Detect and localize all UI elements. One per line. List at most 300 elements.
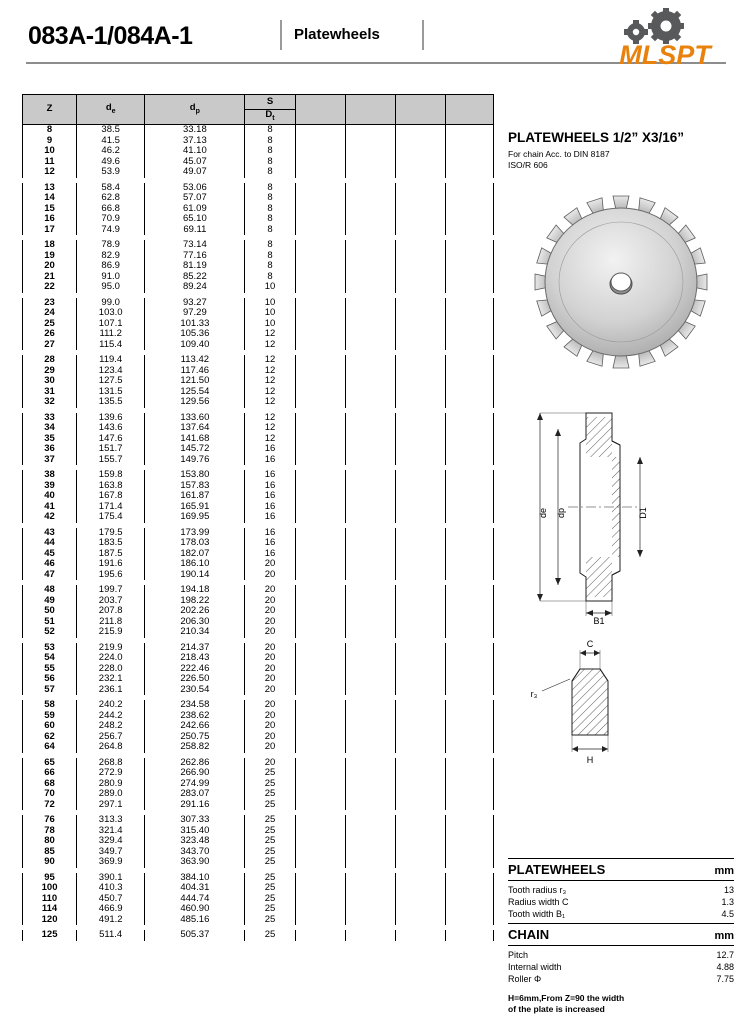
cell-blank-1 xyxy=(295,298,345,309)
cell-blank-4 xyxy=(445,653,493,664)
cell-dp: 141.68 xyxy=(145,434,245,445)
cell-de: 82.9 xyxy=(77,251,145,262)
cell-z: 64 xyxy=(23,742,77,753)
cell-blank-2 xyxy=(345,366,395,377)
cell-blank-4 xyxy=(445,836,493,847)
cell-de: 450.7 xyxy=(77,894,145,905)
cell-de: 211.8 xyxy=(77,617,145,628)
cell-de: 127.5 xyxy=(77,376,145,387)
table-row xyxy=(23,355,494,366)
cell-blank-2 xyxy=(345,329,395,340)
cell-dp: 363.90 xyxy=(145,857,245,868)
cell-z: 85 xyxy=(23,847,77,858)
cell-dp: 85.22 xyxy=(145,272,245,283)
cell-de: 66.8 xyxy=(77,204,145,215)
cell-de: 491.2 xyxy=(77,915,145,926)
data-row xyxy=(508,973,734,985)
table-row xyxy=(23,282,494,293)
cell-blank-3 xyxy=(395,779,445,790)
table-row xyxy=(23,376,494,387)
cell-blank-2 xyxy=(345,758,395,769)
label-d1: D1 xyxy=(638,507,648,519)
cell-z: 45 xyxy=(23,549,77,560)
cell-z: 62 xyxy=(23,732,77,743)
cell-z: 54 xyxy=(23,653,77,664)
cell-s: 25 xyxy=(245,847,295,858)
cell-dp: 33.18 xyxy=(145,125,245,136)
data-row xyxy=(508,961,734,973)
cell-blank-4 xyxy=(445,873,493,884)
cell-s: 16 xyxy=(245,512,295,523)
sprocket-illustration xyxy=(508,190,734,375)
cell-blank-3 xyxy=(395,627,445,638)
cell-blank-4 xyxy=(445,491,493,502)
table-row xyxy=(23,758,494,769)
cell-dp: 250.75 xyxy=(145,732,245,743)
cell-blank-3 xyxy=(395,397,445,408)
table-row xyxy=(23,240,494,251)
cell-de: 147.6 xyxy=(77,434,145,445)
cell-blank-2 xyxy=(345,308,395,319)
cell-blank-4 xyxy=(445,340,493,351)
table-row xyxy=(23,125,494,136)
cell-de: 123.4 xyxy=(77,366,145,377)
cell-blank-3 xyxy=(395,643,445,654)
cell-blank-1 xyxy=(295,319,345,330)
cell-blank-3 xyxy=(395,125,445,136)
cell-z: 11 xyxy=(23,157,77,168)
cell-blank-2 xyxy=(345,355,395,366)
table-row xyxy=(23,397,494,408)
label-c: C xyxy=(586,639,594,649)
cell-s: 8 xyxy=(245,272,295,283)
cell-blank-3 xyxy=(395,732,445,743)
cell-blank-4 xyxy=(445,251,493,262)
cell-blank-2 xyxy=(345,742,395,753)
brand-logo xyxy=(600,8,730,70)
cell-blank-3 xyxy=(395,711,445,722)
cell-dp: 133.60 xyxy=(145,413,245,424)
cell-blank-4 xyxy=(445,423,493,434)
cell-blank-1 xyxy=(295,894,345,905)
cell-s: 10 xyxy=(245,298,295,309)
cell-s: 16 xyxy=(245,481,295,492)
cell-de: 131.5 xyxy=(77,387,145,398)
row-label: Roller Φ xyxy=(508,974,542,984)
cell-s: 25 xyxy=(245,768,295,779)
cell-s: 12 xyxy=(245,376,295,387)
cell-z: 51 xyxy=(23,617,77,628)
cell-s: 20 xyxy=(245,674,295,685)
cell-s: 25 xyxy=(245,915,295,926)
cell-blank-4 xyxy=(445,282,493,293)
cell-blank-4 xyxy=(445,355,493,366)
cell-blank-4 xyxy=(445,815,493,826)
cell-z: 55 xyxy=(23,664,77,675)
cell-blank-1 xyxy=(295,873,345,884)
cell-de: 107.1 xyxy=(77,319,145,330)
platewheels-unit: mm xyxy=(714,865,734,877)
cell-de: 115.4 xyxy=(77,340,145,351)
cell-blank-4 xyxy=(445,643,493,654)
cell-de: 111.2 xyxy=(77,329,145,340)
cell-blank-2 xyxy=(345,502,395,513)
cell-blank-2 xyxy=(345,847,395,858)
cell-s: 12 xyxy=(245,366,295,377)
cell-z: 110 xyxy=(23,894,77,905)
cell-blank-2 xyxy=(345,240,395,251)
cell-de: 297.1 xyxy=(77,800,145,811)
cell-blank-1 xyxy=(295,481,345,492)
header-row-main xyxy=(23,95,494,110)
table-row xyxy=(23,272,494,283)
cell-blank-2 xyxy=(345,157,395,168)
cell-s: 20 xyxy=(245,617,295,628)
cell-dp: 125.54 xyxy=(145,387,245,398)
cell-s: 8 xyxy=(245,204,295,215)
cell-blank-3 xyxy=(395,355,445,366)
cell-blank-3 xyxy=(395,653,445,664)
cell-s: 16 xyxy=(245,549,295,560)
col-header-blank-3 xyxy=(395,95,445,125)
cell-blank-2 xyxy=(345,685,395,696)
cell-z: 35 xyxy=(23,434,77,445)
cell-s: 8 xyxy=(245,157,295,168)
spec-table xyxy=(22,94,494,941)
cell-blank-2 xyxy=(345,444,395,455)
cell-z: 59 xyxy=(23,711,77,722)
cell-s: 20 xyxy=(245,627,295,638)
cell-z: 18 xyxy=(23,240,77,251)
cell-blank-3 xyxy=(395,528,445,539)
cell-de: 171.4 xyxy=(77,502,145,513)
cell-de: 187.5 xyxy=(77,549,145,560)
cell-s: 16 xyxy=(245,528,295,539)
cell-dp: 323.48 xyxy=(145,836,245,847)
cell-blank-3 xyxy=(395,308,445,319)
cell-z: 60 xyxy=(23,721,77,732)
cell-blank-2 xyxy=(345,768,395,779)
cell-blank-3 xyxy=(395,538,445,549)
cell-de: 155.7 xyxy=(77,455,145,466)
cell-blank-4 xyxy=(445,157,493,168)
cell-de: 215.9 xyxy=(77,627,145,638)
table-row xyxy=(23,711,494,722)
cell-s: 8 xyxy=(245,214,295,225)
cell-blank-3 xyxy=(395,847,445,858)
cell-s: 25 xyxy=(245,930,295,941)
cell-dp: 97.29 xyxy=(145,308,245,319)
cell-blank-4 xyxy=(445,664,493,675)
cell-z: 68 xyxy=(23,779,77,790)
cell-z: 56 xyxy=(23,674,77,685)
cell-blank-3 xyxy=(395,826,445,837)
cell-blank-3 xyxy=(395,857,445,868)
cell-blank-3 xyxy=(395,815,445,826)
cell-blank-4 xyxy=(445,711,493,722)
cell-blank-3 xyxy=(395,282,445,293)
cell-blank-3 xyxy=(395,768,445,779)
col-header-de: $d_e$ xyxy=(77,95,145,125)
table-row xyxy=(23,261,494,272)
cell-de: 86.9 xyxy=(77,261,145,272)
cell-blank-1 xyxy=(295,643,345,654)
cell-blank-3 xyxy=(395,570,445,581)
cell-dp: 157.83 xyxy=(145,481,245,492)
cell-de: 349.7 xyxy=(77,847,145,858)
data-row xyxy=(508,896,734,908)
cell-blank-4 xyxy=(445,857,493,868)
cell-de: 53.9 xyxy=(77,167,145,178)
cell-blank-2 xyxy=(345,183,395,194)
cell-z: 43 xyxy=(23,528,77,539)
cell-dp: 45.07 xyxy=(145,157,245,168)
cell-s: 8 xyxy=(245,193,295,204)
cell-de: 191.6 xyxy=(77,559,145,570)
chain-title: CHAIN xyxy=(508,927,550,942)
cell-dp: 165.91 xyxy=(145,502,245,513)
cell-de: 163.8 xyxy=(77,481,145,492)
cell-blank-1 xyxy=(295,387,345,398)
cell-blank-3 xyxy=(395,204,445,215)
cell-s: 8 xyxy=(245,136,295,147)
cell-dp: 307.33 xyxy=(145,815,245,826)
table-row xyxy=(23,136,494,147)
cell-blank-3 xyxy=(395,930,445,941)
cell-blank-2 xyxy=(345,643,395,654)
cell-blank-4 xyxy=(445,225,493,236)
cell-blank-3 xyxy=(395,789,445,800)
cell-s: 12 xyxy=(245,329,295,340)
table-row xyxy=(23,685,494,696)
cell-blank-4 xyxy=(445,481,493,492)
cell-de: 151.7 xyxy=(77,444,145,455)
cell-s: 16 xyxy=(245,455,295,466)
table-row xyxy=(23,512,494,523)
cell-blank-2 xyxy=(345,627,395,638)
table-row xyxy=(23,643,494,654)
cell-s: 20 xyxy=(245,596,295,607)
cell-blank-1 xyxy=(295,214,345,225)
cell-s: 8 xyxy=(245,125,295,136)
cell-blank-4 xyxy=(445,512,493,523)
cell-de: 91.0 xyxy=(77,272,145,283)
cell-blank-4 xyxy=(445,240,493,251)
cell-blank-4 xyxy=(445,826,493,837)
spec-table-container xyxy=(22,94,494,941)
cell-blank-3 xyxy=(395,319,445,330)
cell-blank-1 xyxy=(295,355,345,366)
cell-blank-2 xyxy=(345,915,395,926)
cell-dp: 129.56 xyxy=(145,397,245,408)
cell-z: 80 xyxy=(23,836,77,847)
row-label: Internal width xyxy=(508,962,562,972)
cell-s: 20 xyxy=(245,570,295,581)
cell-blank-2 xyxy=(345,125,395,136)
table-row xyxy=(23,815,494,826)
cell-blank-2 xyxy=(345,423,395,434)
cell-de: 228.0 xyxy=(77,664,145,675)
cell-z: 48 xyxy=(23,585,77,596)
cell-z: 19 xyxy=(23,251,77,262)
cell-de: 159.8 xyxy=(77,470,145,481)
cell-dp: 214.37 xyxy=(145,643,245,654)
cell-blank-2 xyxy=(345,214,395,225)
cell-dp: 315.40 xyxy=(145,826,245,837)
table-row xyxy=(23,732,494,743)
cell-de: 289.0 xyxy=(77,789,145,800)
cell-s: 8 xyxy=(245,183,295,194)
cell-z: 58 xyxy=(23,700,77,711)
cell-blank-3 xyxy=(395,491,445,502)
cell-blank-3 xyxy=(395,136,445,147)
cell-z: 114 xyxy=(23,904,77,915)
cell-dp: 222.46 xyxy=(145,664,245,675)
cell-s: 10 xyxy=(245,308,295,319)
cell-blank-3 xyxy=(395,674,445,685)
cell-dp: 149.76 xyxy=(145,455,245,466)
table-row xyxy=(23,167,494,178)
cell-blank-4 xyxy=(445,894,493,905)
cell-blank-4 xyxy=(445,721,493,732)
table-row xyxy=(23,193,494,204)
cell-de: 119.4 xyxy=(77,355,145,366)
table-row xyxy=(23,596,494,607)
section-illustration xyxy=(508,395,734,625)
cell-z: 33 xyxy=(23,413,77,424)
cell-z: 90 xyxy=(23,857,77,868)
cell-blank-3 xyxy=(395,664,445,675)
header-divider-1 xyxy=(280,20,282,50)
cell-blank-1 xyxy=(295,758,345,769)
cell-z: 31 xyxy=(23,387,77,398)
cell-dp: 202.26 xyxy=(145,606,245,617)
cell-blank-1 xyxy=(295,434,345,445)
cell-z: 8 xyxy=(23,125,77,136)
table-row xyxy=(23,606,494,617)
cell-blank-1 xyxy=(295,685,345,696)
cell-blank-4 xyxy=(445,549,493,560)
divider-platewheels-top xyxy=(508,858,734,859)
cell-z: 30 xyxy=(23,376,77,387)
cell-blank-1 xyxy=(295,502,345,513)
table-row xyxy=(23,847,494,858)
cell-blank-1 xyxy=(295,308,345,319)
cell-blank-4 xyxy=(445,329,493,340)
cell-blank-1 xyxy=(295,559,345,570)
cell-blank-2 xyxy=(345,815,395,826)
cell-z: 39 xyxy=(23,481,77,492)
cell-dp: 182.07 xyxy=(145,549,245,560)
cell-blank-2 xyxy=(345,261,395,272)
cell-z: 27 xyxy=(23,340,77,351)
cell-blank-4 xyxy=(445,538,493,549)
cell-dp: 206.30 xyxy=(145,617,245,628)
cell-blank-1 xyxy=(295,653,345,664)
cell-de: 219.9 xyxy=(77,643,145,654)
cell-de: 38.5 xyxy=(77,125,145,136)
cell-blank-4 xyxy=(445,779,493,790)
cell-blank-1 xyxy=(295,470,345,481)
cell-blank-2 xyxy=(345,930,395,941)
cell-dp: 121.50 xyxy=(145,376,245,387)
table-row xyxy=(23,225,494,236)
cell-de: 410.3 xyxy=(77,883,145,894)
cell-dp: 274.99 xyxy=(145,779,245,790)
table-row xyxy=(23,502,494,513)
spec-table-head xyxy=(23,95,494,125)
table-row xyxy=(23,800,494,811)
cell-dp: 178.03 xyxy=(145,538,245,549)
table-row xyxy=(23,308,494,319)
cell-blank-1 xyxy=(295,627,345,638)
tooth-detail-drawing xyxy=(508,635,734,775)
cell-blank-2 xyxy=(345,455,395,466)
cell-s: 16 xyxy=(245,491,295,502)
cell-blank-4 xyxy=(445,455,493,466)
table-row xyxy=(23,779,494,790)
cell-blank-4 xyxy=(445,125,493,136)
cell-blank-2 xyxy=(345,340,395,351)
cell-de: 268.8 xyxy=(77,758,145,769)
cell-s: 16 xyxy=(245,470,295,481)
cell-de: 167.8 xyxy=(77,491,145,502)
table-row xyxy=(23,444,494,455)
cell-dp: 242.66 xyxy=(145,721,245,732)
cell-dp: 109.40 xyxy=(145,340,245,351)
table-row xyxy=(23,434,494,445)
cell-blank-4 xyxy=(445,606,493,617)
cell-de: 62.8 xyxy=(77,193,145,204)
row-value: 4.5 xyxy=(721,909,734,919)
cell-blank-2 xyxy=(345,413,395,424)
cell-blank-1 xyxy=(295,700,345,711)
cell-blank-2 xyxy=(345,674,395,685)
cell-blank-2 xyxy=(345,512,395,523)
cell-dp: 190.14 xyxy=(145,570,245,581)
cell-blank-1 xyxy=(295,251,345,262)
cell-z: 78 xyxy=(23,826,77,837)
cell-z: 42 xyxy=(23,512,77,523)
col-header-blank-1 xyxy=(295,95,345,125)
cell-de: 139.6 xyxy=(77,413,145,424)
cell-s: 12 xyxy=(245,340,295,351)
cell-blank-4 xyxy=(445,183,493,194)
cell-z: 25 xyxy=(23,319,77,330)
cell-z: 120 xyxy=(23,915,77,926)
cell-de: 511.4 xyxy=(77,930,145,941)
cell-blank-4 xyxy=(445,930,493,941)
cell-dp: 89.24 xyxy=(145,282,245,293)
cell-blank-4 xyxy=(445,366,493,377)
cell-blank-1 xyxy=(295,528,345,539)
divider-platewheels-bottom xyxy=(508,880,734,881)
cell-de: 41.5 xyxy=(77,136,145,147)
cell-z: 28 xyxy=(23,355,77,366)
cell-blank-4 xyxy=(445,308,493,319)
cell-de: 78.9 xyxy=(77,240,145,251)
cell-z: 23 xyxy=(23,298,77,309)
cell-blank-1 xyxy=(295,721,345,732)
cell-z: 37 xyxy=(23,455,77,466)
cell-z: 17 xyxy=(23,225,77,236)
cell-s: 20 xyxy=(245,653,295,664)
row-value: 13 xyxy=(723,885,734,895)
cell-z: 49 xyxy=(23,596,77,607)
bottom-note-line-2: of the plate is increased xyxy=(508,1004,605,1014)
cell-dp: 117.46 xyxy=(145,366,245,377)
cell-z: 36 xyxy=(23,444,77,455)
